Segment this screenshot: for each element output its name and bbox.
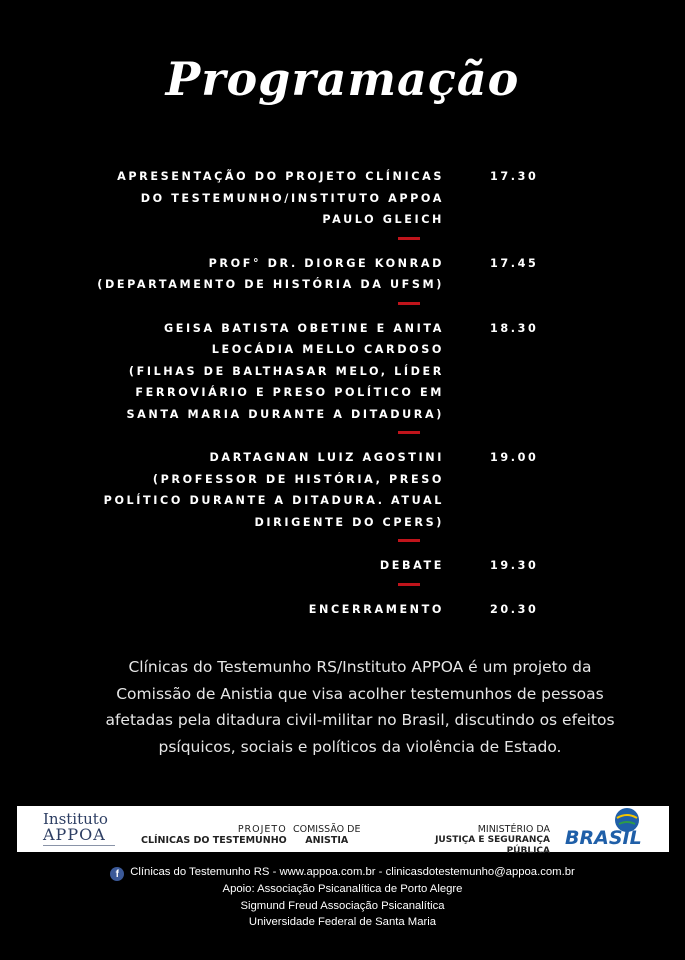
schedule-item (0, 447, 685, 533)
instituto-logo-line2: APPOA (43, 825, 106, 844)
schedule-line: POLÍTICO DURANTE A DITADURA. ATUAL (103, 494, 444, 507)
page-title: Programação (165, 52, 520, 106)
schedule-item-text (0, 166, 444, 231)
separator (0, 533, 444, 555)
schedule-item-text (0, 318, 444, 426)
ministerio-logo (422, 824, 550, 857)
red-divider (398, 539, 420, 542)
schedule-time: 17.30 (490, 170, 539, 183)
separator (0, 577, 444, 599)
schedule-item (0, 599, 685, 621)
schedule-line: (FILHAS DE BALTHASAR MELO, LÍDER (128, 364, 444, 378)
footer-support: Sigmund Freud Associação Psicanalítica (240, 899, 445, 912)
schedule-item (0, 166, 685, 231)
description-line: psíquicos, sociais e políticos da violência de Estado. (158, 737, 562, 756)
schedule-item-text (0, 599, 444, 621)
comissao-logo-line2: ANISTIA (305, 835, 349, 846)
footer-support: Apoio: Associação Psicanalítica de Porto Alegre (222, 883, 463, 895)
footer-contact: Clínicas do Testemunho RS - www.appoa.com.br - clinicasdotestemunho@appoa.com.br (130, 866, 575, 878)
schedule-line: LEOCÁDIA MELLO CARDOSO (211, 343, 444, 356)
footer-support: Universidade Federal de Santa Maria (248, 916, 437, 928)
schedule-line: ENCERRAMENTO (308, 602, 444, 616)
schedule-line: DARTAGNAN LUIZ AGOSTINI (209, 451, 444, 464)
schedule-line: DIRIGENTE DO CPERS) (254, 515, 444, 529)
projeto-logo-line2: CLÍNICAS DO TESTEMUNHO (141, 835, 287, 846)
ministerio-logo-line1: MINISTÉRIO DA (477, 824, 550, 835)
instituto-logo-line1: Instituto (43, 810, 108, 828)
schedule-line: PROF° DR. DIORGE KONRAD (208, 256, 444, 270)
schedule-line: FERROVIÁRIO E PRESO POLÍTICO EM (135, 386, 444, 399)
ministerio-logo-line2: JUSTIÇA E SEGURANÇA PÚBLICA (435, 835, 550, 856)
schedule-line: PAULO GLEICH (322, 213, 444, 226)
brasil-government-logo (557, 806, 669, 852)
schedule-item (0, 318, 685, 426)
projeto-logo-line1: PROJETO (237, 824, 287, 835)
schedule-item-text (0, 555, 444, 577)
instituto-appoa-logo (43, 812, 108, 842)
facebook-icon: f (110, 867, 124, 881)
description-line: afetadas pela ditadura civil-militar no Brasil, discutindo os efeitos (105, 711, 615, 729)
red-divider (398, 237, 420, 240)
projeto-logo (141, 824, 287, 846)
red-divider (398, 302, 420, 305)
brasil-wordmark: BRASIL (565, 827, 642, 849)
schedule-time: 19.30 (490, 559, 539, 572)
schedule-line: APRESENTAÇÃO DO PROJETO CLÍNICAS (117, 170, 444, 183)
sponsor-logos-band (17, 806, 669, 856)
footer-contact-row (0, 864, 685, 881)
schedule-time: 20.30 (490, 602, 539, 616)
schedule-list (0, 166, 685, 620)
red-divider (398, 583, 420, 586)
schedule-item (0, 555, 685, 577)
schedule-line: DEBATE (379, 559, 444, 572)
footer (0, 864, 685, 931)
comissao-logo-line1: COMISSÃO DE (293, 824, 361, 835)
red-divider (398, 431, 420, 434)
logo-underline (43, 845, 115, 846)
schedule-item-text (0, 253, 444, 296)
schedule-line: GEISA BATISTA OBETINE E ANITA (164, 321, 444, 335)
description-line: Comissão de Anistia que visa acolher testemunhos de pessoas (116, 684, 604, 703)
separator (0, 231, 444, 253)
project-description (100, 654, 620, 760)
separator (0, 296, 444, 318)
schedule-time: 17.45 (490, 256, 539, 270)
schedule-line: (DEPARTAMENTO DE HISTÓRIA DA UFSM) (97, 278, 444, 291)
comissao-logo (293, 824, 361, 846)
separator (0, 425, 444, 447)
schedule-line: DO TESTEMUNHO/INSTITUTO APPOA (140, 191, 444, 205)
description-line: Clínicas do Testemunho RS/Instituto APPOA é um projeto da (128, 658, 592, 676)
schedule-item-text (0, 447, 444, 533)
schedule-line: SANTA MARIA DURANTE A DITADURA) (126, 407, 444, 421)
schedule-time: 19.00 (490, 451, 539, 464)
schedule-time: 18.30 (490, 321, 539, 335)
schedule-item (0, 253, 685, 296)
schedule-line: (PROFESSOR DE HISTÓRIA, PRESO (152, 472, 444, 486)
